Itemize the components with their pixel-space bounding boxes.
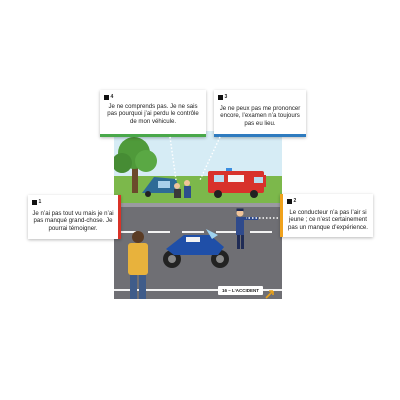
number-marker-icon [218,95,223,100]
bubble-text: Je ne comprends pas. Je ne sais pas pourquoi j’ai perdu le contrôle de mon véhicule. [107,103,199,125]
scene-caption: 16 – L’ACCIDENT [218,286,263,295]
bubble-number: 2 [293,198,297,204]
accident-scene-svg [114,131,282,299]
bubble-number: 1 [38,199,42,205]
speech-bubble-1 [28,195,121,239]
speech-bubble-4 [100,90,206,137]
helper-witness [184,180,191,198]
bubble-text: Je n’ai pas tout vu mais je n’ai pas manqué grand-chose. Je pourrai témoigner. [32,210,114,232]
bubble-text: Je ne peux pas me prononcer encore, l’examen n’a toujours pas eu lieu. [219,105,301,127]
accident-illustration [114,131,282,299]
number-marker-icon [32,200,37,205]
number-marker-icon [287,199,292,204]
bubble-text: Le conducteur n’a pas l’air si jeune ; ce n’est certainement pas un manque d’expérience. [288,209,368,231]
speech-bubble-3 [214,90,306,137]
speech-bubble-2 [280,194,373,237]
corner-arrow-icon [265,286,275,304]
number-marker-icon [104,95,109,100]
bubble-number: 4 [110,94,114,100]
bubble-number: 3 [224,94,228,100]
